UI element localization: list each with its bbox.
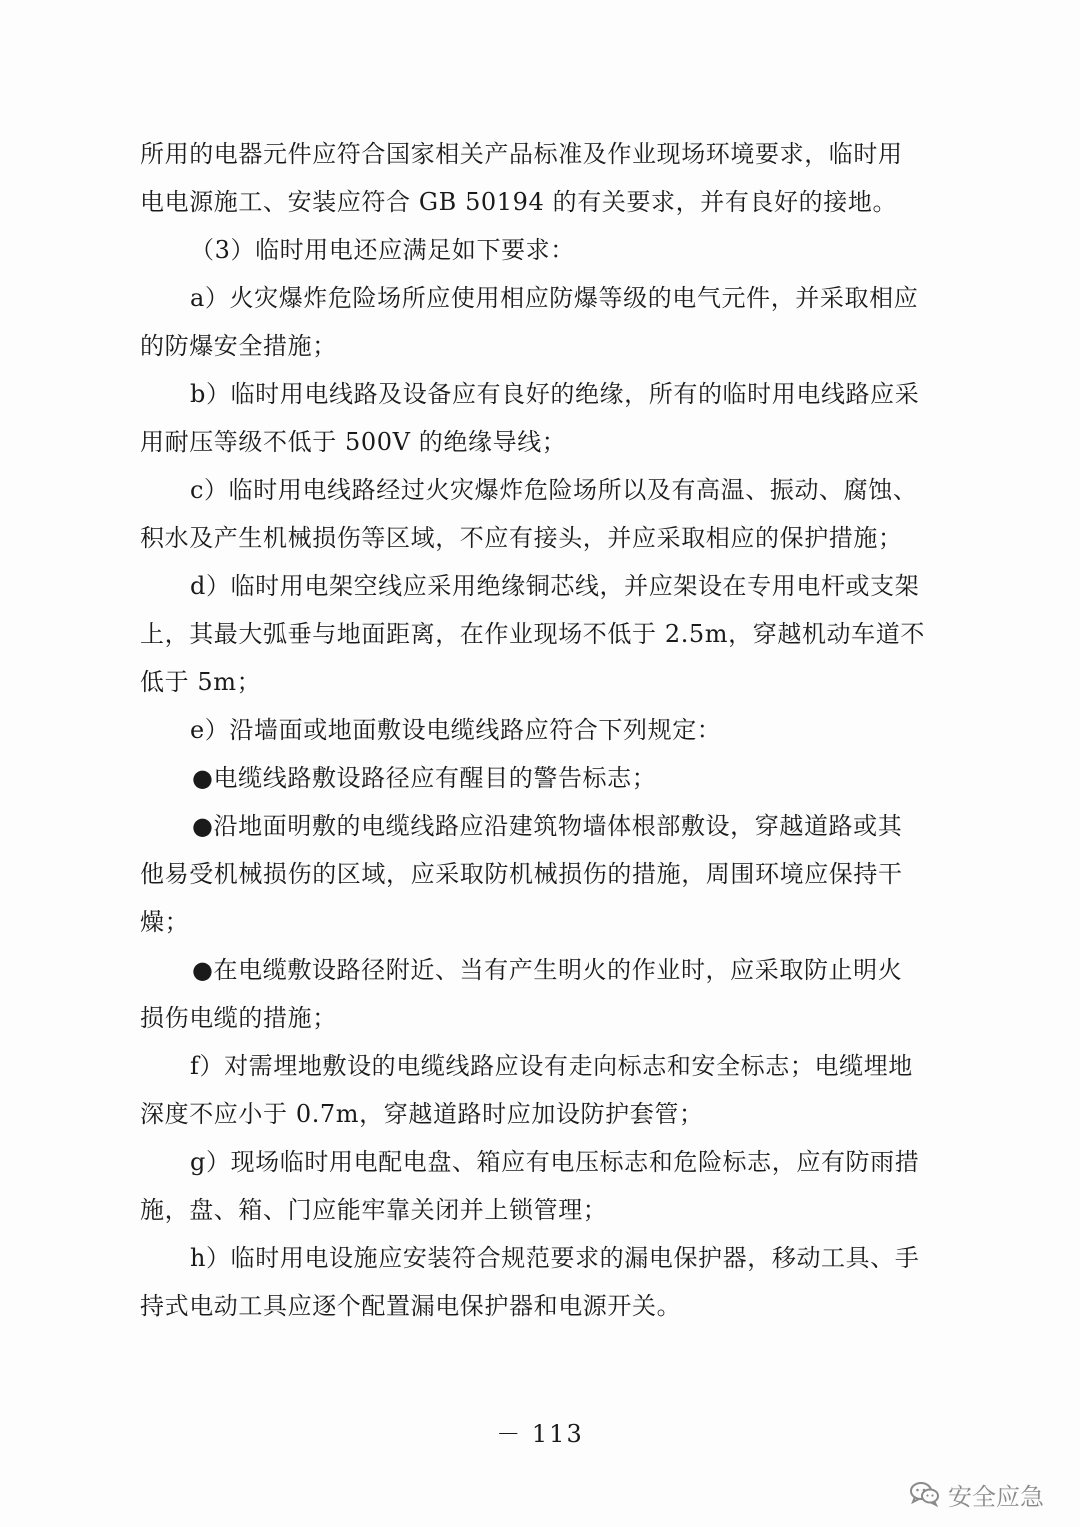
watermark — [910, 1476, 1044, 1512]
text-line: 的防爆安全措施； — [140, 332, 337, 360]
bullet-line: ●电缆线路敷设路径应有醒目的警告标志； — [192, 764, 657, 792]
page-number: － 113 — [496, 1420, 584, 1448]
text-line: 所用的电器元件应符合国家相关产品标准及作业现场环境要求，临时用 — [140, 140, 903, 168]
bullet-line: ●在电缆敷设路径附近、当有产生明火的作业时，应采取防止明火 — [192, 956, 903, 984]
text-line: e）沿墙面或地面敷设电缆线路应符合下列规定： — [190, 716, 722, 744]
text-line: b）临时用电线路及设备应有良好的绝缘，所有的临时用电线路应采 — [190, 380, 920, 408]
text-line: 损伤电缆的措施； — [140, 1004, 337, 1032]
text-line: g）现场临时用电配电盘、箱应有电压标志和危险标志，应有防雨措 — [190, 1148, 920, 1176]
text-line: 用耐压等级不低于 500V 的绝缘导线； — [140, 428, 567, 456]
wechat-icon — [910, 1481, 940, 1507]
text-line: （3）临时用电还应满足如下要求： — [190, 236, 575, 264]
text-line: h）临时用电设施应安装符合规范要求的漏电保护器，移动工具、手 — [190, 1244, 920, 1272]
text-line: 电电源施工、安装应符合 GB 50194 的有关要求，并有良好的接地。 — [140, 188, 898, 216]
document-body — [140, 130, 940, 1330]
watermark-label: 安全应急 — [948, 1482, 1044, 1511]
text-line: 他易受机械损伤的区域，应采取防机械损伤的措施，周围环境应保持干 — [140, 860, 903, 888]
text-line: 上，其最大弧垂与地面距离，在作业现场不低于 2.5m，穿越机动车道不 — [140, 620, 925, 648]
text-line: 低于 5m； — [140, 668, 262, 696]
text-line: 深度不应小于 0.7m，穿越道路时应加设防护套管； — [140, 1100, 704, 1128]
bullet-line: ●沿地面明敷的电缆线路应沿建筑物墙体根部敷设，穿越道路或其 — [192, 812, 903, 840]
text-line: c）临时用电线路经过火灾爆炸危险场所以及有高温、振动、腐蚀、 — [190, 476, 918, 504]
text-line: 施，盘、箱、门应能牢靠关闭并上锁管理； — [140, 1196, 608, 1224]
text-line: 积水及产生机械损伤等区域，不应有接头，并应采取相应的保护措施； — [140, 524, 903, 552]
text-line: 燥； — [140, 908, 190, 936]
text-line: 持式电动工具应逐个配置漏电保护器和电源开关。 — [140, 1292, 682, 1320]
text-line: f）对需埋地敷设的电缆线路应设有走向标志和安全标志；电缆埋地 — [190, 1052, 913, 1080]
text-line: a）火灾爆炸危险场所应使用相应防爆等级的电气元件，并采取相应 — [190, 284, 919, 312]
text-line: d）临时用电架空线应采用绝缘铜芯线，并应架设在专用电杆或支架 — [190, 572, 920, 600]
